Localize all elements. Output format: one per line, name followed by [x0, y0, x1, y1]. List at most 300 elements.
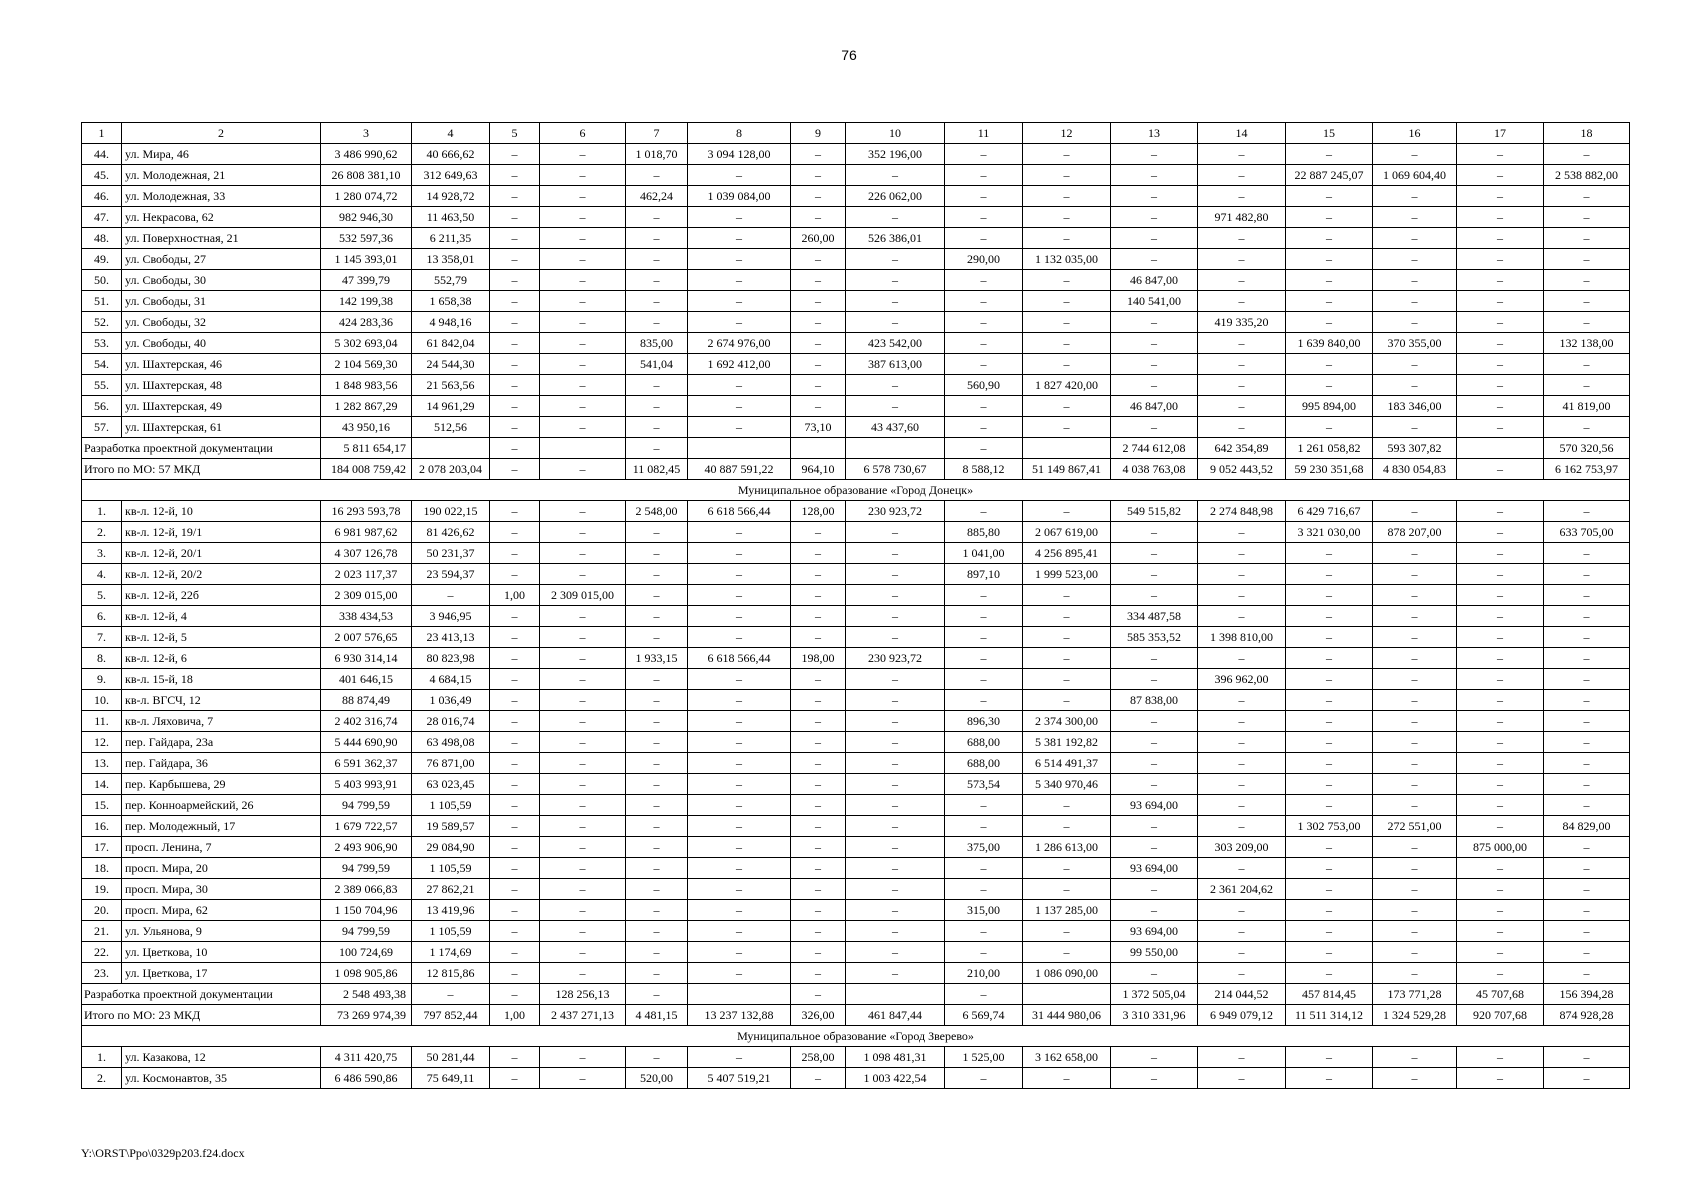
table-cell: –	[540, 669, 626, 690]
table-cell: 4 038 763,08	[1111, 459, 1198, 480]
table-cell: 21 563,56	[412, 375, 490, 396]
table-cell: 326,00	[791, 1005, 846, 1026]
table-cell: –	[945, 858, 1023, 879]
table-cell: 2 374 300,00	[1023, 711, 1111, 732]
table-cell: –	[791, 837, 846, 858]
table-cell: –	[688, 711, 791, 732]
table-cell: –	[1286, 732, 1373, 753]
table-cell: –	[846, 942, 945, 963]
table-cell: –	[626, 732, 688, 753]
table-cell	[846, 438, 945, 459]
table-cell: 4 948,16	[412, 312, 490, 333]
table-cell: –	[1373, 900, 1457, 921]
table-cell: –	[1457, 291, 1544, 312]
table-cell: –	[490, 207, 540, 228]
table-cell: –	[626, 270, 688, 291]
table-cell: 12 815,86	[412, 963, 490, 984]
table-row	[82, 165, 1630, 186]
address-cell: кв-л. 12-й, 20/1	[122, 543, 321, 564]
row-number: 13.	[82, 753, 122, 774]
table-cell: 93 694,00	[1111, 858, 1198, 879]
column-header: 6	[540, 123, 626, 144]
table-cell: –	[626, 249, 688, 270]
table-cell: –	[1457, 1047, 1544, 1068]
table-cell: –	[1198, 942, 1286, 963]
table-cell: –	[1198, 249, 1286, 270]
table-cell: –	[688, 522, 791, 543]
table-cell: –	[1457, 921, 1544, 942]
table-row	[82, 921, 1630, 942]
table-cell: –	[945, 165, 1023, 186]
address-cell: пер. Гайдара, 23а	[122, 732, 321, 753]
address-cell: ул. Казакова, 12	[122, 1047, 321, 1068]
table-cell: –	[1111, 249, 1198, 270]
table-cell: –	[1457, 711, 1544, 732]
table-cell: –	[1457, 228, 1544, 249]
table-row	[82, 669, 1630, 690]
table-cell: –	[1373, 753, 1457, 774]
table-cell: 73 269 974,39	[321, 1005, 412, 1026]
table-cell: –	[1457, 753, 1544, 774]
table-cell: –	[945, 312, 1023, 333]
table-cell: –	[1457, 879, 1544, 900]
table-cell: –	[1198, 774, 1286, 795]
table-cell: 11 463,50	[412, 207, 490, 228]
table-cell: 184 008 759,42	[321, 459, 412, 480]
table-cell	[791, 438, 846, 459]
table-cell: 128,00	[791, 501, 846, 522]
table-cell: –	[791, 753, 846, 774]
table-row	[82, 732, 1630, 753]
address-cell: кв-л. Ляховича, 7	[122, 711, 321, 732]
table-cell: –	[626, 942, 688, 963]
table-cell: 41 819,00	[1544, 396, 1630, 417]
summary-label: Разработка проектной документации	[82, 438, 321, 459]
table-cell: –	[1457, 375, 1544, 396]
table-cell: –	[1457, 459, 1544, 480]
address-cell: просп. Мира, 30	[122, 879, 321, 900]
address-cell: ул. Свободы, 32	[122, 312, 321, 333]
table-cell: –	[791, 942, 846, 963]
table-cell: –	[626, 774, 688, 795]
table-cell: –	[846, 921, 945, 942]
table-cell: –	[626, 837, 688, 858]
column-header: 3	[321, 123, 412, 144]
table-cell: –	[1111, 753, 1198, 774]
table-cell: –	[490, 984, 540, 1005]
table-cell: –	[1457, 249, 1544, 270]
table-cell: –	[1544, 1068, 1630, 1089]
table-cell: –	[1023, 627, 1111, 648]
row-number: 48.	[82, 228, 122, 249]
table-cell: –	[1373, 417, 1457, 438]
table-cell: 338 434,53	[321, 606, 412, 627]
table-cell: –	[626, 900, 688, 921]
table-cell: 5 811 654,17	[321, 438, 412, 459]
table-cell: –	[846, 858, 945, 879]
table-cell: 461 847,44	[846, 1005, 945, 1026]
table-cell: 6 618 566,44	[688, 501, 791, 522]
row-number: 20.	[82, 900, 122, 921]
table-cell: –	[626, 585, 688, 606]
table-cell: 94 799,59	[321, 858, 412, 879]
table-cell: –	[688, 1047, 791, 1068]
address-cell: ул. Молодежная, 21	[122, 165, 321, 186]
table-cell: –	[1544, 795, 1630, 816]
table-row	[82, 606, 1630, 627]
table-cell: 75 649,11	[412, 1068, 490, 1089]
address-cell: кв-л. 12-й, 20/2	[122, 564, 321, 585]
table-cell: –	[1544, 963, 1630, 984]
table-cell: –	[490, 879, 540, 900]
table-cell: –	[540, 774, 626, 795]
row-number: 16.	[82, 816, 122, 837]
table-cell: –	[1544, 732, 1630, 753]
table-cell: –	[1373, 774, 1457, 795]
table-cell: –	[1373, 1068, 1457, 1089]
table-cell: –	[846, 963, 945, 984]
table-cell: 1 098 481,31	[846, 1047, 945, 1068]
table-cell: –	[1111, 837, 1198, 858]
summary-row	[82, 1005, 1630, 1026]
table-cell: 1 286 613,00	[1023, 837, 1111, 858]
table-cell: 964,10	[791, 459, 846, 480]
table-cell: –	[626, 690, 688, 711]
table-cell: –	[490, 375, 540, 396]
table-cell	[540, 438, 626, 459]
table-cell: –	[945, 438, 1023, 459]
table-header-row	[82, 123, 1630, 144]
table-cell: 3 321 030,00	[1286, 522, 1373, 543]
table-cell: 40 666,62	[412, 144, 490, 165]
table-cell: 46 847,00	[1111, 396, 1198, 417]
table-cell: 80 823,98	[412, 648, 490, 669]
table-cell: –	[490, 648, 540, 669]
table-cell: –	[1373, 795, 1457, 816]
table-cell: –	[490, 396, 540, 417]
table-cell: –	[846, 207, 945, 228]
table-cell: –	[1544, 585, 1630, 606]
table-cell: –	[1111, 186, 1198, 207]
table-cell: –	[846, 795, 945, 816]
footer-filepath: Y:\ORST\Ppo\0329p203.f24.docx	[81, 1146, 245, 1160]
table-cell: 885,80	[945, 522, 1023, 543]
column-header: 16	[1373, 123, 1457, 144]
table-cell: –	[1023, 648, 1111, 669]
row-number: 2.	[82, 522, 122, 543]
table-cell: –	[490, 690, 540, 711]
column-header: 14	[1198, 123, 1286, 144]
table-cell: –	[626, 816, 688, 837]
table-cell: –	[1198, 186, 1286, 207]
table-cell: –	[1286, 144, 1373, 165]
table-cell: 1 018,70	[626, 144, 688, 165]
table-cell: –	[1023, 354, 1111, 375]
table-cell: –	[626, 795, 688, 816]
table-cell: 142 199,38	[321, 291, 412, 312]
table-cell: –	[791, 144, 846, 165]
table-cell: –	[791, 1068, 846, 1089]
table-cell: –	[688, 690, 791, 711]
table-cell: 2 538 882,00	[1544, 165, 1630, 186]
table-cell: 4 256 895,41	[1023, 543, 1111, 564]
table-cell: 6 578 730,67	[846, 459, 945, 480]
table-cell: 1 145 393,01	[321, 249, 412, 270]
table-cell: 198,00	[791, 648, 846, 669]
table-cell: 63 498,08	[412, 732, 490, 753]
table-cell: 51 149 867,41	[1023, 459, 1111, 480]
table-cell: –	[1457, 564, 1544, 585]
table-cell: –	[1111, 585, 1198, 606]
table-cell: –	[540, 396, 626, 417]
table-cell: 63 023,45	[412, 774, 490, 795]
table-cell: –	[1544, 312, 1630, 333]
table-cell: –	[945, 354, 1023, 375]
table-cell: 1 933,15	[626, 648, 688, 669]
table-cell: –	[688, 564, 791, 585]
table-cell: 334 487,58	[1111, 606, 1198, 627]
table-cell: –	[945, 417, 1023, 438]
table-cell: 4 830 054,83	[1373, 459, 1457, 480]
table-cell: –	[945, 291, 1023, 312]
table-cell: –	[1373, 543, 1457, 564]
table-cell: 2 023 117,37	[321, 564, 412, 585]
table-cell: –	[945, 984, 1023, 1005]
table-cell: 1 105,59	[412, 858, 490, 879]
address-cell: ул. Шахтерская, 49	[122, 396, 321, 417]
table-cell: 2 548 493,38	[321, 984, 412, 1005]
table-cell: –	[1286, 207, 1373, 228]
table-cell: 642 354,89	[1198, 438, 1286, 459]
table-cell: –	[490, 900, 540, 921]
table-cell: –	[791, 249, 846, 270]
table-cell: –	[1373, 627, 1457, 648]
table-cell: –	[1544, 543, 1630, 564]
row-number: 18.	[82, 858, 122, 879]
table-cell: –	[1023, 690, 1111, 711]
table-cell: –	[846, 270, 945, 291]
table-cell: –	[626, 984, 688, 1005]
table-cell: 1 679 722,57	[321, 816, 412, 837]
table-cell: 272 551,00	[1373, 816, 1457, 837]
table-cell: –	[1198, 711, 1286, 732]
table-cell: –	[1373, 312, 1457, 333]
table-cell: –	[1286, 858, 1373, 879]
table-cell: –	[846, 165, 945, 186]
table-cell: –	[490, 186, 540, 207]
table-cell: –	[1373, 858, 1457, 879]
table-cell: –	[1023, 795, 1111, 816]
table-cell: –	[1457, 669, 1544, 690]
table-cell: –	[1198, 564, 1286, 585]
table-cell: –	[540, 501, 626, 522]
table-cell: –	[1373, 711, 1457, 732]
table-cell: –	[1198, 1068, 1286, 1089]
table-cell: –	[540, 816, 626, 837]
table-cell: –	[791, 627, 846, 648]
table-cell: –	[490, 270, 540, 291]
table-cell: 14 928,72	[412, 186, 490, 207]
table-cell: 1 003 422,54	[846, 1068, 945, 1089]
table-cell: –	[791, 795, 846, 816]
table-cell: –	[1457, 690, 1544, 711]
address-cell: кв-л. 12-й, 5	[122, 627, 321, 648]
row-number: 5.	[82, 585, 122, 606]
table-cell: –	[688, 291, 791, 312]
table-cell: –	[1023, 270, 1111, 291]
column-header: 15	[1286, 123, 1373, 144]
table-cell: 100 724,69	[321, 942, 412, 963]
table-cell: –	[791, 606, 846, 627]
row-number: 51.	[82, 291, 122, 312]
table-cell: –	[626, 963, 688, 984]
table-cell: –	[1286, 543, 1373, 564]
address-cell: ул. Шахтерская, 46	[122, 354, 321, 375]
table-cell: –	[1198, 753, 1286, 774]
table-cell: –	[945, 879, 1023, 900]
table-cell: 140 541,00	[1111, 291, 1198, 312]
table-cell: –	[1198, 963, 1286, 984]
table-cell: –	[1111, 312, 1198, 333]
table-cell: –	[791, 375, 846, 396]
table-cell: –	[490, 417, 540, 438]
table-cell: –	[1111, 648, 1198, 669]
table-row	[82, 522, 1630, 543]
section-header-row	[82, 1026, 1630, 1047]
table-cell: –	[688, 585, 791, 606]
address-cell: кв-л. 15-й, 18	[122, 669, 321, 690]
table-cell: –	[1373, 879, 1457, 900]
table-row	[82, 144, 1630, 165]
table-cell: –	[490, 942, 540, 963]
table-cell: 897,10	[945, 564, 1023, 585]
table-cell: –	[1286, 669, 1373, 690]
table-cell: –	[1286, 1068, 1373, 1089]
table-cell: 6 930 314,14	[321, 648, 412, 669]
table-cell: –	[688, 165, 791, 186]
table-cell: –	[490, 564, 540, 585]
column-header: 12	[1023, 123, 1111, 144]
table-cell: –	[626, 543, 688, 564]
row-number: 45.	[82, 165, 122, 186]
table-cell: –	[1023, 333, 1111, 354]
table-cell: 45 707,68	[1457, 984, 1544, 1005]
table-cell: 1 098 905,86	[321, 963, 412, 984]
table-cell: 13 419,96	[412, 900, 490, 921]
table-cell: 1 039 084,00	[688, 186, 791, 207]
table-cell: 1 692 412,00	[688, 354, 791, 375]
table-cell: 61 842,04	[412, 333, 490, 354]
table-cell: 1 282 867,29	[321, 396, 412, 417]
table-cell: –	[688, 795, 791, 816]
table-cell: –	[1111, 1047, 1198, 1068]
section-header-row	[82, 480, 1630, 501]
table-cell: –	[1544, 417, 1630, 438]
table-cell: 312 649,63	[412, 165, 490, 186]
table-cell: –	[1373, 228, 1457, 249]
table-cell: –	[1373, 354, 1457, 375]
table-cell: –	[626, 669, 688, 690]
table-cell: –	[540, 963, 626, 984]
table-cell: –	[1373, 942, 1457, 963]
table-cell: 2 274 848,98	[1198, 501, 1286, 522]
table-cell: 995 894,00	[1286, 396, 1373, 417]
table-cell: –	[490, 837, 540, 858]
table-cell: –	[1373, 606, 1457, 627]
address-cell: просп. Ленина, 7	[122, 837, 321, 858]
address-cell: ул. Свободы, 31	[122, 291, 321, 312]
table-cell: –	[945, 795, 1023, 816]
table-row	[82, 312, 1630, 333]
table-cell: –	[1198, 585, 1286, 606]
table-cell: –	[791, 858, 846, 879]
table-cell: 1 999 523,00	[1023, 564, 1111, 585]
table-cell: 2 402 316,74	[321, 711, 412, 732]
table-cell: 5 444 690,90	[321, 732, 412, 753]
row-number: 10.	[82, 690, 122, 711]
table-cell: 2 067 619,00	[1023, 522, 1111, 543]
table-cell: –	[688, 249, 791, 270]
table-cell: –	[1286, 921, 1373, 942]
table-cell: 19 589,57	[412, 816, 490, 837]
table-cell: –	[1373, 270, 1457, 291]
table-cell: –	[1198, 900, 1286, 921]
table-cell: 6 949 079,12	[1198, 1005, 1286, 1026]
table-row	[82, 648, 1630, 669]
table-cell: –	[1198, 795, 1286, 816]
table-cell: 541,04	[626, 354, 688, 375]
table-cell	[412, 438, 490, 459]
table-cell: –	[688, 312, 791, 333]
table-cell: 878 207,00	[1373, 522, 1457, 543]
table-cell: 6 569,74	[945, 1005, 1023, 1026]
table-cell: –	[1457, 333, 1544, 354]
table-cell: –	[1286, 606, 1373, 627]
table-cell: 31 444 980,06	[1023, 1005, 1111, 1026]
table-cell: 1 105,59	[412, 795, 490, 816]
table-cell: 1 036,49	[412, 690, 490, 711]
table-cell: –	[490, 669, 540, 690]
table-cell: –	[846, 585, 945, 606]
table-cell: –	[1198, 522, 1286, 543]
table-cell: –	[688, 669, 791, 690]
table-cell: –	[490, 753, 540, 774]
table-cell: –	[688, 627, 791, 648]
table-cell: 230 923,72	[846, 501, 945, 522]
summary-row	[82, 438, 1630, 459]
table-cell: 1 137 285,00	[1023, 900, 1111, 921]
table-cell: –	[626, 1047, 688, 1068]
table-cell: –	[1111, 711, 1198, 732]
table-cell: –	[412, 984, 490, 1005]
table-cell: –	[1286, 900, 1373, 921]
table-cell: –	[1544, 837, 1630, 858]
table-cell: –	[1286, 837, 1373, 858]
table-cell: –	[1198, 375, 1286, 396]
table-cell: –	[945, 228, 1023, 249]
table-cell: 4 481,15	[626, 1005, 688, 1026]
table-cell: 560,90	[945, 375, 1023, 396]
table-cell: 462,24	[626, 186, 688, 207]
address-cell: кв-л. ВГСЧ, 12	[122, 690, 321, 711]
table-cell: –	[791, 270, 846, 291]
table-cell: –	[540, 921, 626, 942]
table-cell: –	[1373, 690, 1457, 711]
table-cell: –	[490, 312, 540, 333]
table-cell: –	[1198, 144, 1286, 165]
table-cell: 896,30	[945, 711, 1023, 732]
table-cell: –	[846, 879, 945, 900]
